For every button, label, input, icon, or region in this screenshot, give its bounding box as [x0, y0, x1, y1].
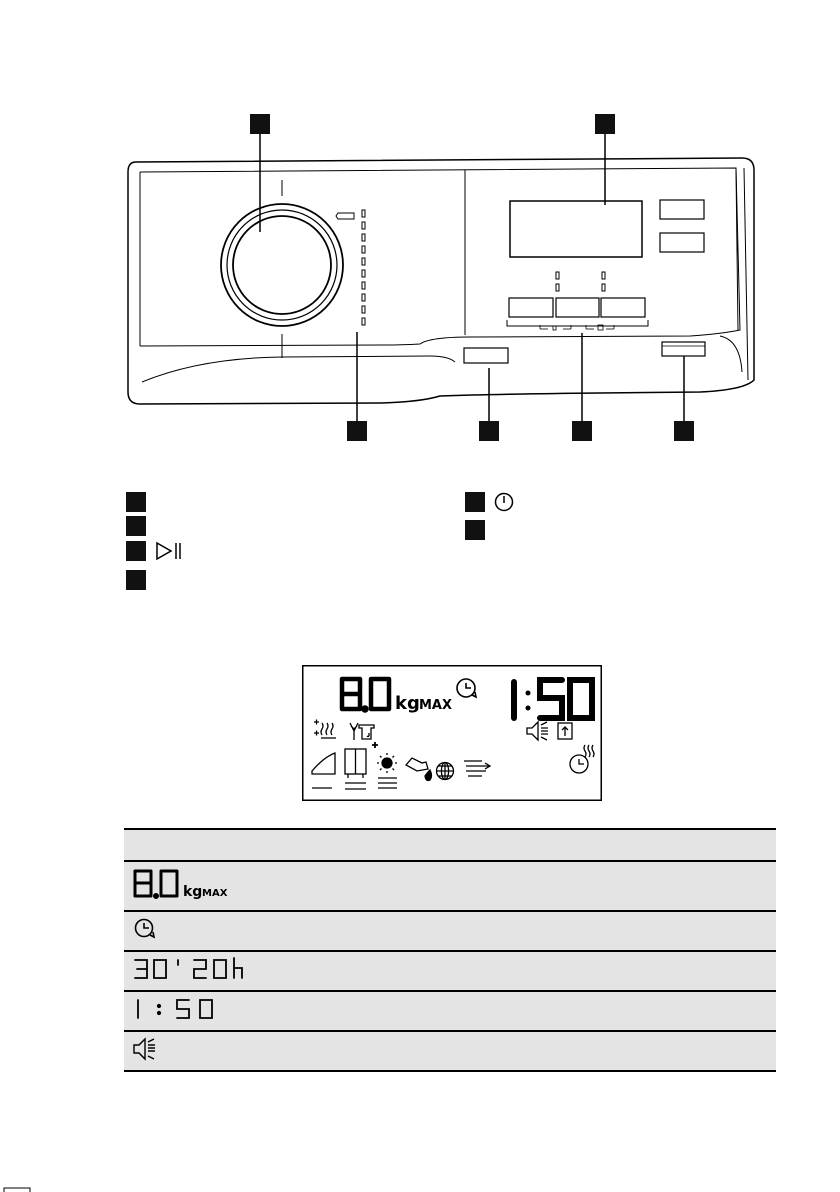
- legend-marker: [465, 520, 485, 540]
- table-load-unit: kg: [183, 884, 203, 900]
- delay-clock-icon: [132, 916, 158, 942]
- load-max: MAX: [419, 698, 453, 713]
- load-display-symbol: [124, 861, 390, 911]
- time-display-symbol: [124, 991, 390, 1031]
- legend-item-3: [126, 541, 192, 561]
- table-load-max: MAX: [202, 888, 228, 899]
- table-cell-description: [390, 861, 776, 911]
- legend-item-4: [126, 570, 154, 590]
- callout-marker-4: [479, 421, 499, 441]
- legend-marker: [126, 570, 146, 590]
- table-cell-description: [390, 911, 776, 951]
- table-header-row: [124, 829, 776, 861]
- legend-marker: [465, 492, 485, 512]
- table-row: [124, 911, 776, 951]
- legend-marker: [126, 541, 146, 561]
- table-cell-symbol: [124, 911, 390, 951]
- power-icon: [493, 491, 515, 513]
- delay-range-symbol: [124, 951, 390, 991]
- page-footer-mark: [0, 1186, 60, 1192]
- callout-marker-5: [572, 421, 592, 441]
- legend-item-5: [465, 492, 523, 512]
- sound-off-icon: [132, 1037, 158, 1061]
- table-row: [124, 1031, 776, 1071]
- table-row: [124, 861, 776, 911]
- table-row: [124, 991, 776, 1031]
- table-header-description: [390, 829, 776, 861]
- legend-marker: [126, 516, 146, 536]
- table-cell-description: [390, 991, 776, 1031]
- legend-marker: [126, 492, 146, 512]
- callout-marker-1: [250, 114, 270, 134]
- display-illustration: [302, 665, 602, 801]
- callout-marker-6: [674, 421, 694, 441]
- legend-item-6: [465, 520, 493, 540]
- load-reading-digits: [342, 679, 389, 711]
- table-cell-description: [390, 951, 776, 991]
- table-cell-description: [390, 1031, 776, 1071]
- table-cell-symbol: [124, 1031, 390, 1071]
- time-reading-digits: [514, 680, 592, 718]
- legend-item-2: [126, 516, 154, 536]
- table-header-symbol: [124, 829, 390, 861]
- load-unit: kg: [395, 693, 420, 714]
- start-pause-icon: [154, 541, 184, 561]
- callout-marker-3: [347, 421, 367, 441]
- legend-item-1: [126, 492, 154, 512]
- display-symbols-table: [124, 828, 776, 1072]
- callout-marker-2: [595, 114, 615, 134]
- table-row: [124, 951, 776, 991]
- control-panel-illustration: [0, 0, 840, 470]
- delay-clock-icon: [457, 679, 476, 697]
